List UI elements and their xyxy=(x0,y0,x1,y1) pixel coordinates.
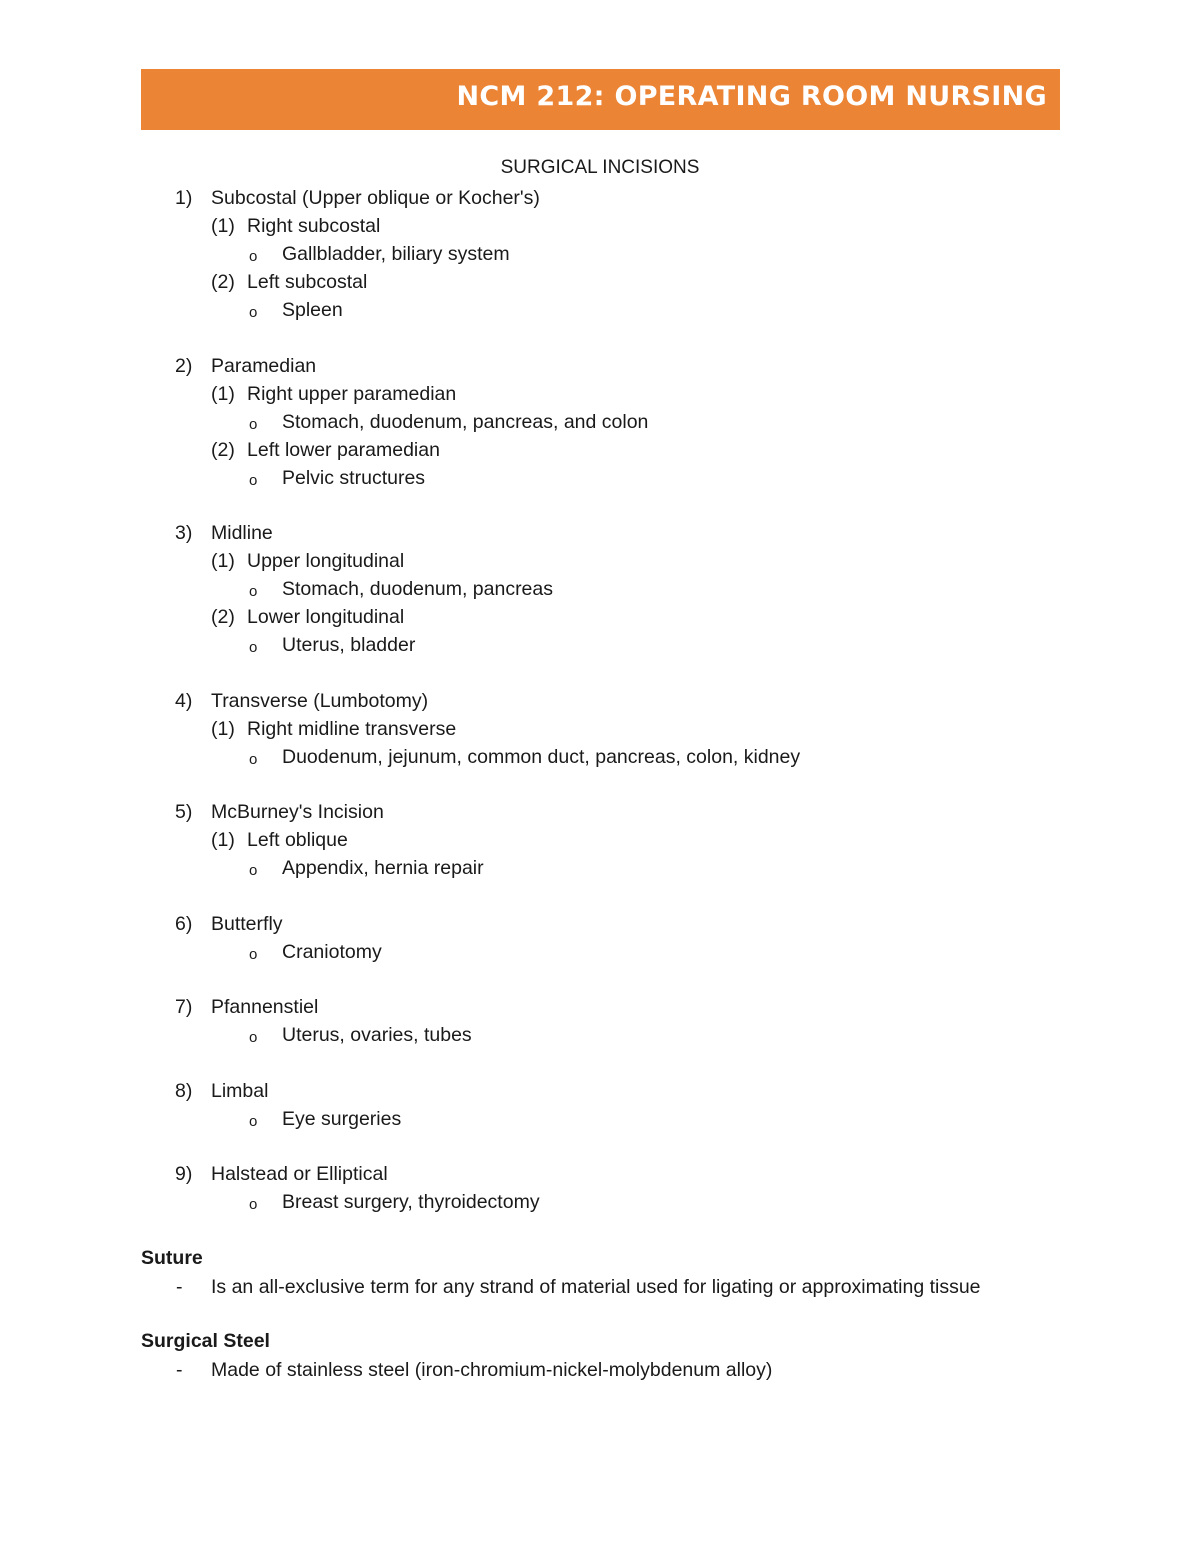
bullet-marker: o xyxy=(249,945,258,963)
outline-item-level-3 xyxy=(0,466,1200,490)
outline-item-level-1 xyxy=(0,186,1200,210)
list-number: (2) xyxy=(211,271,235,293)
outline-item-level-3 xyxy=(0,410,1200,434)
bullet-marker: o xyxy=(249,248,258,265)
outline-item-text: Right midline transverse xyxy=(247,717,457,740)
bullet-marker: o xyxy=(249,1112,258,1130)
outline-item-text: Butterfly xyxy=(211,912,283,935)
outline-item-text: Eye surgeries xyxy=(282,1107,402,1130)
outline-item-text: Limbal xyxy=(211,1079,269,1102)
outline-item-level-1 xyxy=(0,912,1200,936)
outline-item-level-3 xyxy=(0,577,1200,601)
outline-item-level-3 xyxy=(0,940,1200,964)
list-number: 5) xyxy=(175,801,193,823)
list-number: 6) xyxy=(175,912,193,935)
bullet-marker: o xyxy=(249,862,258,879)
outline-item-level-2 xyxy=(0,438,1200,462)
list-number: 1) xyxy=(175,187,193,209)
outline-item-text: Uterus, ovaries, tubes xyxy=(282,1024,472,1046)
definition-text: Made of stainless steel (iron-chromium-nickel-molybdenum alloy) xyxy=(211,1359,773,1381)
bullet-marker: o xyxy=(249,750,258,768)
dash-marker: - xyxy=(176,1276,183,1298)
outline-item-text: Gallbladder, biliary system xyxy=(282,243,510,265)
outline-item-level-3 xyxy=(0,1107,1200,1131)
outline-item-level-3 xyxy=(0,856,1200,880)
outline-item-level-2 xyxy=(0,717,1200,741)
list-number: 4) xyxy=(175,689,193,712)
bullet-marker: o xyxy=(249,583,258,600)
list-number: 7) xyxy=(175,996,193,1018)
outline-item-text: Upper longitudinal xyxy=(247,550,405,572)
outline-item-level-2 xyxy=(0,549,1200,573)
outline-item-text: Subcostal (Upper oblique or Kocher's) xyxy=(211,187,540,209)
outline-item-level-3 xyxy=(0,745,1200,769)
outline-item-text: Duodenum, jejunum, common duct, pancreas, colon, kidney xyxy=(282,745,801,768)
outline-item-text: Midline xyxy=(211,522,273,544)
outline-item-level-3 xyxy=(0,242,1200,266)
outline-item-text: Left subcostal xyxy=(247,271,368,293)
section-definition xyxy=(0,1358,1200,1382)
outline-item-level-2 xyxy=(0,605,1200,629)
outline-item-level-3 xyxy=(0,1190,1200,1214)
outline-item-text: Lower longitudinal xyxy=(247,606,405,628)
outline-item-text: Pelvic structures xyxy=(282,466,426,489)
outline-item-level-3 xyxy=(0,298,1200,322)
outline-item-level-3 xyxy=(0,633,1200,657)
list-number: (1) xyxy=(211,550,235,572)
list-number: (1) xyxy=(211,382,235,405)
list-number: (1) xyxy=(211,717,235,740)
bullet-marker: o xyxy=(249,304,258,321)
outline-item-text: Left lower paramedian xyxy=(247,438,440,461)
list-number: 8) xyxy=(175,1079,193,1102)
outline-item-text: Halstead or Elliptical xyxy=(211,1163,388,1185)
outline-item-level-1 xyxy=(0,1162,1200,1186)
outline-item-text: Right subcostal xyxy=(247,215,381,237)
list-number: (2) xyxy=(211,606,235,628)
outline-item-text: Pfannenstiel xyxy=(211,996,319,1018)
bullet-marker: o xyxy=(249,471,258,489)
outline-item-text: McBurney's Incision xyxy=(211,801,384,823)
list-number: (1) xyxy=(211,829,235,851)
list-number: 3) xyxy=(175,522,193,544)
outline-item-level-2 xyxy=(0,270,1200,294)
definition-text: Is an all-exclusive term for any strand of material used for ligating or approximating tissue xyxy=(211,1276,981,1298)
section-heading: Surgical Steel xyxy=(141,1330,270,1352)
outline-item-level-2 xyxy=(0,828,1200,852)
list-number: 9) xyxy=(175,1163,193,1185)
bullet-marker: o xyxy=(249,1196,258,1213)
document-title: SURGICAL INCISIONS xyxy=(500,157,700,178)
bullet-marker: o xyxy=(249,415,258,433)
outline-item-text: Stomach, duodenum, pancreas, and colon xyxy=(282,410,649,433)
outline-item-level-1 xyxy=(0,521,1200,545)
bullet-marker: o xyxy=(249,1029,258,1046)
outline-item-text: Left oblique xyxy=(247,829,348,851)
outline-item-level-2 xyxy=(0,382,1200,406)
section-definition xyxy=(0,1275,1200,1299)
outline-item-text: Spleen xyxy=(282,299,343,321)
list-number: (2) xyxy=(211,438,235,461)
outline-item-level-3 xyxy=(0,1023,1200,1047)
section-heading: Suture xyxy=(141,1247,203,1269)
outline-item-level-1 xyxy=(0,1079,1200,1103)
outline-item-text: Craniotomy xyxy=(282,940,382,963)
outline-item-text: Right upper paramedian xyxy=(247,382,457,405)
outline-item-text: Transverse (Lumbotomy) xyxy=(211,689,429,712)
dash-marker: - xyxy=(176,1359,183,1381)
outline-item-level-1 xyxy=(0,354,1200,378)
list-number: 2) xyxy=(175,354,193,377)
outline-item-level-1 xyxy=(0,689,1200,713)
outline-item-text: Paramedian xyxy=(211,354,317,377)
outline-item-text: Stomach, duodenum, pancreas xyxy=(282,578,554,600)
header-banner xyxy=(141,69,1060,130)
list-number: (1) xyxy=(211,215,235,237)
outline-item-level-1 xyxy=(0,800,1200,824)
bullet-marker: o xyxy=(249,639,258,656)
outline-item-level-2 xyxy=(0,214,1200,238)
outline-item-text: Appendix, hernia repair xyxy=(282,857,484,879)
outline-item-text: Uterus, bladder xyxy=(282,634,416,656)
outline-item-level-1 xyxy=(0,995,1200,1019)
banner-title: NCM 212: OPERATING ROOM NURSING xyxy=(456,81,1047,112)
outline-item-text: Breast surgery, thyroidectomy xyxy=(282,1191,540,1213)
